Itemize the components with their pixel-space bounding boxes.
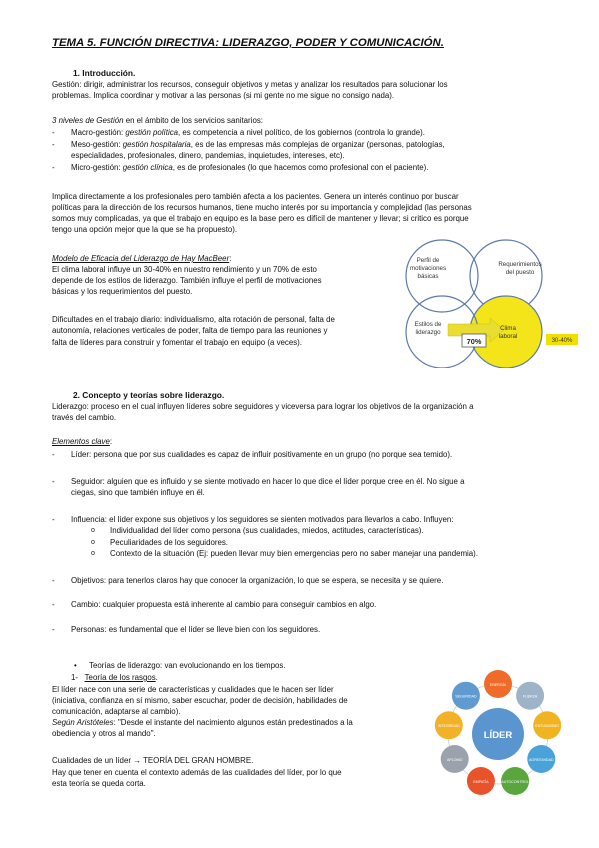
dash-bullet: - (52, 625, 55, 634)
aristoteles-line-1 (52, 718, 353, 729)
trait-label: FUERZA (522, 694, 538, 699)
trait-label: AUTOCONTROL (501, 779, 529, 784)
elementos-clave-heading (52, 437, 112, 448)
influencia-subitem: Peculiaridades de los seguidores. (110, 538, 228, 547)
meso-rest: , es de las empresas más complejas de organizar (personas, patologías, (190, 140, 445, 149)
trait-label: AGRESIVIDAD (529, 757, 554, 762)
trait-label: ENTUSIASMO (535, 724, 560, 729)
pct-30-40-label: 30-40% (551, 338, 573, 344)
gran-hombre-line: Hay que tener en cuenta el contexto además de las cualidades del líder, por lo que (52, 768, 342, 777)
dash-bullet: - (52, 515, 55, 524)
section-1-heading: 1. Introducción. (73, 68, 136, 78)
venn-label-requerimientos: Requerimientos del puesto (498, 261, 542, 276)
macro-gestion-item (71, 128, 425, 139)
micro-label: Micro-gestión: (71, 163, 123, 172)
gran-hombre-heading (52, 756, 253, 767)
objetivos-item: Objetivos: para tenerlos claros hay que conocer la organización, lo que se espera, se necesita y se quiere. (71, 576, 444, 585)
meso-gestion-item (71, 140, 445, 151)
teorias-item: Teorías de liderazgo: van evolucionando en los tiempos. (89, 661, 286, 670)
trait-label: APLOMO (447, 757, 463, 762)
aristoteles-rest: : "Desde el instante del nacimiento algunos están predestinados a la (113, 718, 353, 727)
micro-italic: gestión clínica (122, 163, 173, 172)
dash-bullet: - (52, 576, 55, 585)
influencia-subitem: Contexto de la situación (Ej: pueden llevar muy bien emergencias pero no saber manejar una pandemia). (110, 549, 479, 558)
rasgos-line: (iniciativa, confianza en sí mismo, saber escuchar, poder de decisión, habilidades de (52, 696, 348, 705)
gestion-definition-line-2: problemas. Implica coordinar y motivar a las personas (si mi gente no me sigue no consigo nada). (52, 91, 395, 100)
aristoteles-italic: Según Aristóteles (52, 718, 114, 727)
dash-bullet: - (52, 140, 55, 149)
gran-hombre-line: esta teoría se queda corta. (52, 779, 146, 788)
leader-traits-wheel (424, 648, 574, 800)
rasgos-number: 1- (71, 673, 79, 682)
gestion-definition-line-1: Gestión: dirigir, administrar los recursos, conseguir objetivos y metas y analizar los resultados para solucionar los (52, 80, 448, 89)
seguidor-item-line-1: Seguidor: alguien que es influido y se siente motivado en hacer lo que dice el líder porque cree en él. No sigue a (71, 477, 465, 486)
right-arrow-icon: → (133, 756, 142, 765)
micro-rest: , es de profesionales (lo que hacemos como profesional con el paciente). (172, 163, 429, 172)
niveles-heading (52, 116, 263, 127)
modelo-heading-colon: : (229, 254, 232, 263)
lider-item: Líder: persona que por sus cualidades es capaz de influir positivamente en un grupo (no porque sea temido). (71, 450, 453, 459)
leader-center-label: LÍDER (483, 730, 513, 741)
meso-gestion-line-2: especialidades, profesionales, dinero, pandemias, inquietudes, intereses, etc). (71, 151, 345, 160)
page-title: TEMA 5. FUNCIÓN DIRECTIVA: LIDERAZGO, PODER Y COMUNICACIÓN. (52, 37, 444, 49)
rasgos-dot: . (155, 673, 158, 682)
modelo-heading (52, 254, 231, 265)
liderazgo-definition-line-2: través del cambio. (52, 413, 117, 422)
circle-bullet: o (91, 527, 95, 534)
trait-label: SEGURIDAD (455, 694, 477, 699)
trait-label: INTEGRIDAD (437, 724, 460, 729)
seguidor-item-line-2: ciegas, sino que también influye en él. (71, 488, 205, 497)
personas-item: Personas: es fundamental que el líder se lleve bien con los seguidores. (71, 625, 321, 634)
rasgos-heading (71, 673, 158, 684)
section-2-heading: 2. Concepto y teorías sobre liderazgo. (73, 390, 225, 400)
dash-bullet: - (52, 128, 55, 137)
dash-bullet: - (52, 450, 55, 459)
micro-gestion-item (71, 163, 428, 174)
trait-label: EMPATÍA (473, 779, 489, 784)
dash-bullet: - (52, 477, 55, 486)
elementos-clave-colon: : (109, 437, 113, 446)
circle-bullet: o (91, 539, 95, 546)
rasgos-line: comunicación, adaptarse al cambio). (52, 707, 181, 716)
rasgos-title: Teoría de los rasgos (84, 673, 156, 682)
elementos-clave-title: Elementos clave (52, 437, 110, 446)
disc-bullet: • (74, 661, 77, 670)
macro-label: Macro-gestión: (71, 128, 126, 137)
venn-label-perfil: Perfil de motivaciones básicas (409, 257, 447, 280)
hay-macbeer-venn-diagram (392, 238, 582, 368)
macro-italic: gestión política (125, 128, 179, 137)
paragraph-line: Implica directamente a los profesionales pero también afecta a los pacientes. Genera un interés continuo por buscar (52, 192, 459, 201)
modelo-line: depende de los estilos de liderazgo. También influye el perfil de motivaciones (52, 276, 322, 285)
gran-hombre-text-a: Cualidades de un líder (52, 756, 134, 765)
paragraph-line: políticas para la dirección de los recursos humanos, tiene mucho interés por su importancia y complejidad (las personas (52, 203, 472, 212)
gran-hombre-text-b: TEORÍA DEL GRAN HOMBRE. (141, 756, 254, 765)
modelo-line: El clima laboral influye un 30-40% en nuestro rendimiento y un 70% de esto (52, 265, 317, 274)
circle-bullet: o (91, 550, 95, 557)
influencia-item-line-1: Influencia: el líder expone sus objetivos y los seguidores se sienten motivados para llevarlos a cabo. Influyen: (71, 515, 454, 524)
dash-bullet: - (52, 600, 55, 609)
dificultades-line: autonomía, relaciones verticales de poder, falta de tiempo para las reuniones y (52, 326, 328, 335)
venn-label-clima: Clima laboral (498, 325, 518, 340)
dificultades-line: falta de líderes para construir y fomentar el trabajo en equipo (a veces). (52, 338, 303, 347)
dificultades-line: Dificultades en el trabajo diario: individualismo, alta rotación de personal, falta de (52, 315, 335, 324)
niveles-heading-italic: 3 niveles de Gestión (52, 116, 124, 125)
dash-bullet: - (52, 163, 55, 172)
modelo-line: básicas y los requerimientos del puesto. (52, 287, 193, 296)
meso-italic: gestión hospitalaria (122, 140, 191, 149)
paragraph-line: somos muy complicadas, ya que el trabajo en equipo es la base pero es difícil de mantener y llevar; si critico es porque (52, 214, 469, 223)
niveles-heading-rest: en el ámbito de los servicios sanitarios: (123, 116, 263, 125)
modelo-heading-title: Modelo de Eficacia del Liderazgo de Hay MacBeer (52, 254, 230, 263)
paragraph-line: tengo una opción mejor que la que se ha propuesto). (52, 225, 238, 234)
venn-label-estilos: Estilos de liderazgo (414, 321, 442, 336)
influencia-subitem: Individualidad del líder como persona (sus cualidades, miedos, actitudes, características). (110, 526, 424, 535)
meso-label: Meso-gestión: (71, 140, 123, 149)
aristoteles-line-2: obediencia y otros al mando". (52, 729, 156, 738)
liderazgo-definition-line-1: Liderazgo: proceso en el cual influyen líderes sobre seguidores y viceversa para lograr los objetivos de la organización a (52, 402, 474, 411)
cambio-item: Cambio: cualquier propuesta está inherente al cambio para conseguir cambios en algo. (71, 600, 377, 609)
macro-rest: , es competencia a nivel político, de los gobiernos (controla lo grande). (178, 128, 425, 137)
trait-label: ENERGÍA (489, 682, 507, 687)
pct-70-label: 70% (466, 337, 482, 346)
rasgos-line: El líder nace con una serie de características y cualidades que le hacen ser líder (52, 685, 334, 694)
